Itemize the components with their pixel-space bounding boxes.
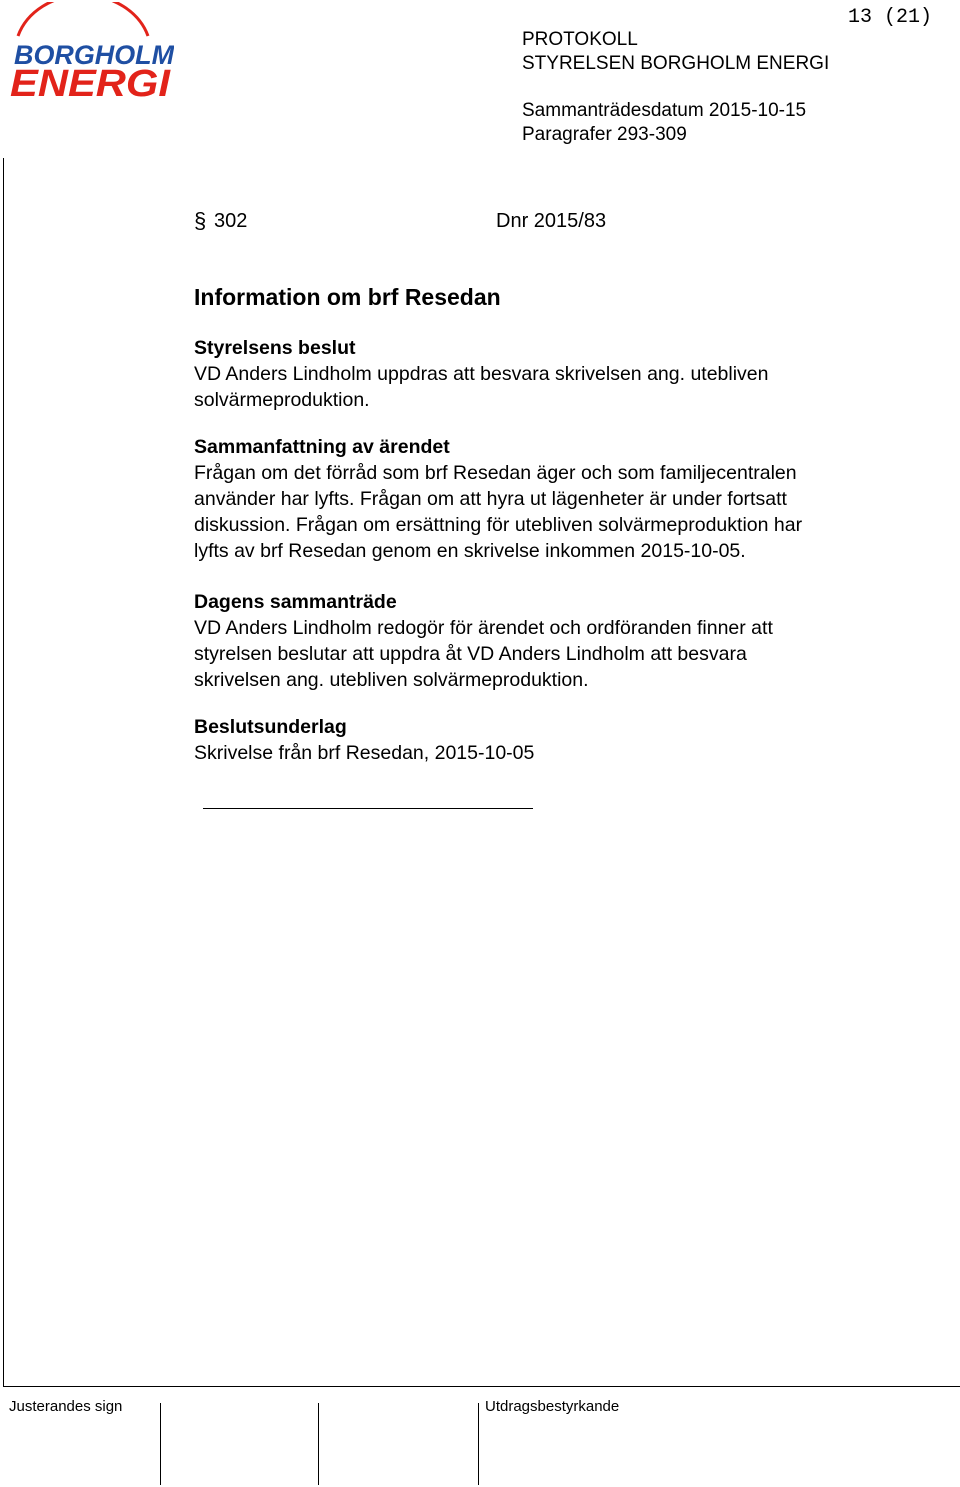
text-line: lyfts av brf Resedan genom en skrivelse inkommen 2015-10-05. [194, 540, 746, 562]
section-decision [194, 335, 914, 413]
text-line: VD Anders Lindholm uppdras att besvara skrivelsen ang. utebliven [194, 363, 769, 385]
text-line: solvärmeproduktion. [194, 389, 370, 411]
section-heading: Dagens sammanträde [194, 591, 397, 613]
logo-graphic [8, 2, 174, 100]
board-name: STYRELSEN BORGHOLM ENERGI [522, 53, 830, 74]
footer-extract-certification-label: Utdragsbestyrkande [485, 1398, 620, 1415]
text-line: VD Anders Lindholm redogör för ärendet och ordföranden finner att [194, 617, 773, 639]
paragraph-number: 302 [214, 210, 248, 232]
signature-line [203, 808, 533, 809]
text-line: diskussion. Frågan om ersättning för utebliven solvärmeproduktion har [194, 514, 803, 536]
page-number: 13 (21) [847, 6, 932, 29]
footer-divider [318, 1403, 319, 1485]
text-line: Skrivelse från brf Resedan, 2015-10-05 [194, 742, 535, 764]
section-heading: Styrelsens beslut [194, 337, 356, 359]
section-heading: Beslutsunderlag [194, 716, 347, 738]
borgholm-energi-logo [8, 2, 174, 100]
item-title: Information om brf Resedan [194, 284, 501, 310]
section-meeting [194, 589, 914, 693]
text-line: styrelsen beslutar att uppdra åt VD Anders Lindholm att besvara [194, 643, 747, 665]
meeting-date: Sammanträdesdatum 2015-10-15 [522, 100, 807, 121]
document-type: PROTOKOLL [522, 29, 638, 50]
footer-divider [478, 1403, 479, 1485]
left-margin-rule [3, 158, 4, 1387]
section-heading: Sammanfattning av ärendet [194, 436, 450, 458]
section-basis [194, 714, 914, 766]
svg-text:BORGHOLM: BORGHOLM [14, 40, 174, 70]
text-line: använder har lyfts. Frågan om att hyra ut lägenheter är under fortsatt [194, 488, 787, 510]
footer-adjuster-signature-label: Justerandes sign [9, 1398, 123, 1415]
diary-number: Dnr 2015/83 [496, 210, 607, 232]
section-sign: § [194, 208, 207, 233]
paragraph-range: Paragrafer 293-309 [522, 124, 687, 145]
svg-text:ENERGI: ENERGI [10, 63, 172, 100]
text-line: skrivelsen ang. utebliven solvärmeproduktion. [194, 669, 589, 691]
footer-divider [160, 1403, 161, 1485]
text-line: Frågan om det förråd som brf Resedan äger och som familjecentralen [194, 462, 797, 484]
section-summary [194, 434, 914, 564]
footer-rule [3, 1386, 960, 1387]
